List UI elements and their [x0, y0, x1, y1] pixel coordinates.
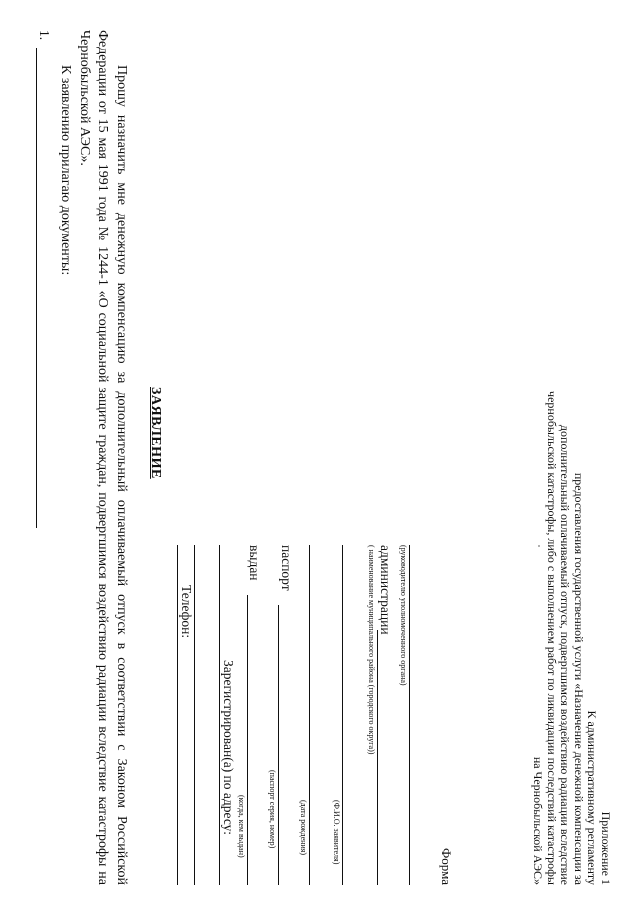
issued-line[interactable]: [247, 595, 248, 885]
passport-label: паспорт: [279, 545, 294, 591]
issued-label: выдан: [247, 545, 262, 581]
body-paragraph: Прошу назначить мне денежную компенсацию за дополнительный оплачиваемый отпуск в соответствии с Законом Российской Федерации от 15 мая 1991 года № 1244-1 «О социальной защите граждан, подвергшимся воздействию радиации вследствие катастрофы на Чернобыльской АЭС».: [77, 30, 129, 885]
header-line: дополнительный оплачиваемый отпуск, подвергшимся воздействию радиации вследствие: [558, 424, 573, 885]
administration-label: администрации: [378, 545, 393, 635]
appendix-label: Приложение 1: [599, 811, 613, 885]
attachments-intro: К заявлению прилагаю документы:: [58, 65, 74, 276]
municipality-line[interactable]: [377, 630, 378, 885]
birth-line[interactable]: [309, 545, 310, 885]
address-line[interactable]: [194, 545, 195, 885]
document-title: ЗАЯВЛЕНИЕ: [148, 387, 163, 479]
municipality-caption: ( наименование муниципального района (городского округа)): [367, 545, 376, 755]
registered-label: Зарегистрирован(а) по адресу:: [221, 660, 236, 835]
item-number: 1.: [37, 30, 52, 41]
issued-caption: (когда, кем выдан): [237, 795, 246, 858]
item-line[interactable]: [36, 48, 37, 528]
header-line: чернобыльской катастрофы, либо с выполнением работ по ликвидации последствий катастрофы: [545, 391, 559, 885]
applicant-line[interactable]: [342, 545, 343, 885]
header-line: предоставления государственной услуги «Назначение денежной компенсации за: [572, 472, 586, 885]
phone-line[interactable]: [177, 545, 178, 885]
passport-caption: (паспорт серия, номер): [268, 770, 277, 849]
header-line: на Чернобыльской АЭС»: [531, 756, 546, 885]
form-label: Форма: [439, 848, 454, 885]
passport-line[interactable]: [278, 605, 279, 885]
regulation-label: К административному регламенту: [585, 710, 600, 885]
applicant-caption: (Ф.И.О. заявителя): [332, 800, 341, 865]
head-line[interactable]: [409, 545, 410, 885]
body-block: [56, 30, 130, 885]
birth-caption: (дата рождения): [299, 800, 308, 856]
header-block: [531, 150, 612, 885]
head-caption: (руководителю уполномоченного органа): [399, 545, 408, 686]
scan-dot: [538, 545, 540, 547]
phone-label: Телефон:: [179, 585, 194, 639]
